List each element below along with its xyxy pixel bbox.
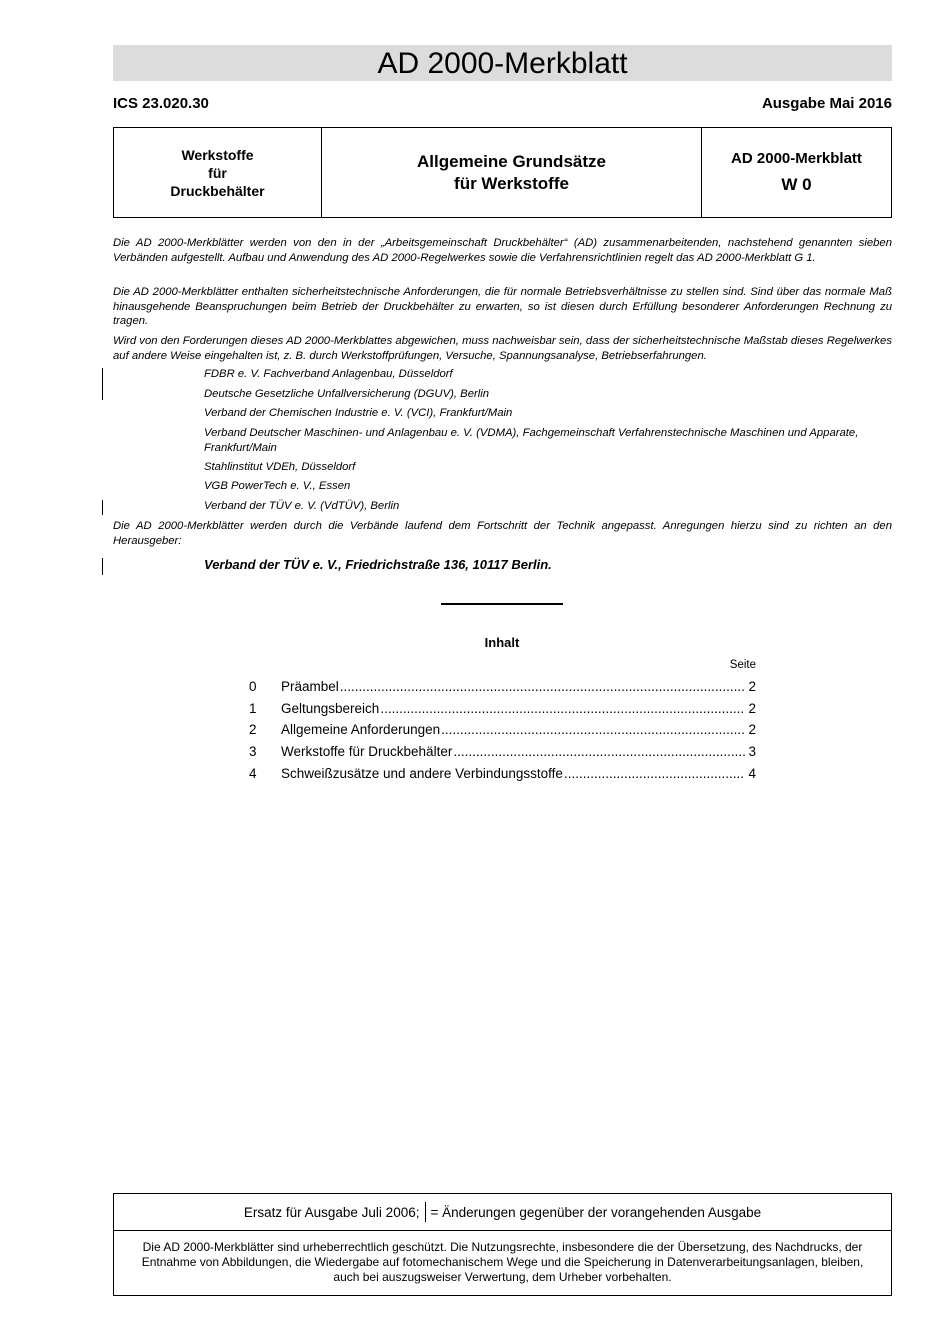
toc-entry[interactable] bbox=[249, 679, 756, 699]
replacement-note: Ersatz für Ausgabe Juli 2006; bbox=[243, 1204, 420, 1220]
ics-code: ICS 23.020.30 bbox=[113, 95, 209, 112]
edition-date: Ausgabe Mai 2016 bbox=[761, 95, 892, 112]
organization-item: Verband der Chemischen Industrie e. V. (VCI), Frankfurt/Main bbox=[204, 407, 513, 419]
topic-line: Allgemeine Grundsätze bbox=[417, 151, 606, 171]
change-marker-legend bbox=[425, 1202, 426, 1222]
organization-item: VGB PowerTech e. V., Essen bbox=[204, 480, 351, 492]
organization-item: Deutsche Gesetzliche Unfallversicherung (DGUV), Berlin bbox=[204, 388, 490, 400]
toc-entry-page: 2 bbox=[748, 722, 756, 737]
toc-leader-dots bbox=[453, 744, 745, 759]
organization-item: FDBR e. V. Fachverband Anlagenbau, Düsseldorf bbox=[204, 368, 453, 380]
organization-item: Stahlinstitut VDEh, Düsseldorf bbox=[204, 461, 356, 473]
toc-leader-dots bbox=[441, 722, 745, 737]
organization-item: Verband Deutscher Maschinen- und Anlagenbau e. V. (VDMA), Fachgemeinschaft Verfahrenstechnische Maschinen und Apparate, Frankfurt/Main bbox=[204, 427, 859, 454]
intro-paragraph: Die AD 2000-Merkblätter werden von den in der „Arbeitsgemeinschaft Druckbehälter“ (AD) zusammenarbeitenden, nachstehend genannten sieben Verbänden aufgestellt. Aufbau und Anwendung des AD 2000-Regelwerkes sowie die Verfahrensrichtlinien regelt das AD 2000-Merkblatt G 1. bbox=[113, 237, 892, 264]
toc-entry-number: 1 bbox=[249, 701, 257, 716]
toc-entry-title: Allgemeine Anforderungen bbox=[281, 722, 441, 737]
toc-entry-title: Schweißzusätze und andere Verbindungsstoffe bbox=[281, 766, 563, 781]
toc-heading: Inhalt bbox=[484, 635, 520, 650]
toc-entry-page: 4 bbox=[748, 766, 756, 781]
subject-line: Werkstoffe bbox=[181, 146, 254, 163]
toc-entry[interactable] bbox=[249, 722, 756, 742]
toc-entry-title: Präambel bbox=[281, 679, 339, 694]
header-table bbox=[113, 127, 892, 218]
topic-line: für Werkstoffe bbox=[454, 173, 569, 193]
toc-entry-title: Geltungsbereich bbox=[281, 701, 380, 716]
footer-box bbox=[113, 1193, 892, 1296]
sheet-id-cell bbox=[702, 128, 891, 217]
separator-rule bbox=[441, 603, 563, 605]
document-title: AD 2000-Merkblatt bbox=[113, 45, 892, 81]
sheet-number: W 0 bbox=[781, 175, 812, 194]
toc-entry-number: 4 bbox=[249, 766, 257, 781]
intro-paragraph: Wird von den Forderungen dieses AD 2000-Merkblattes abgewichen, muss nachweisbar sein, dass der sicherheitstechnische Maßstab dieses Regelwerkes auf andere Weise eingehalten ist, z. B. durch Werkstoffprüfungen, Versuche, Spannungsanalyse, Betriebserfahrungen. bbox=[113, 335, 892, 362]
change-marker bbox=[102, 558, 103, 575]
publisher-address: Verband der TÜV e. V., Friedrichstraße 136, 10117 Berlin. bbox=[204, 557, 552, 572]
toc-entry[interactable] bbox=[249, 744, 756, 764]
copyright-notice: Die AD 2000-Merkblätter sind urheberrechtlich geschützt. Die Nutzungsrechte, insbesondere die der Übersetzung, des Nachdrucks, der Entnahme von Abbildungen, die Wiedergabe auf fotomechanischem Wege und die Speicherung in Datenverarbeitungsanlagen, bleiben, auch bei auszugsweiser Verwertung, dem Urheber vorbehalten. bbox=[141, 1240, 864, 1284]
toc-entry-page: 3 bbox=[748, 744, 756, 759]
toc-leader-dots bbox=[564, 766, 745, 781]
change-marker bbox=[102, 368, 103, 400]
subject-cell bbox=[114, 128, 322, 217]
subject-line: Druckbehälter bbox=[170, 182, 265, 199]
changes-legend: = Änderungen gegenüber der vorangehenden Ausgabe bbox=[430, 1204, 762, 1220]
toc-entry-page: 2 bbox=[748, 679, 756, 694]
toc-entry-title: Werkstoffe für Druckbehälter bbox=[281, 744, 453, 759]
toc-leader-dots bbox=[340, 679, 745, 694]
toc-entry-number: 2 bbox=[249, 722, 257, 737]
toc-entry[interactable] bbox=[249, 766, 756, 786]
toc-entry[interactable] bbox=[249, 701, 756, 721]
intro-paragraph: Die AD 2000-Merkblätter enthalten sicherheitstechnische Anforderungen, die für normale Betriebsverhältnisse zu stellen sind. Sind über das normale Maß hinausgehende Beanspruchungen beim Betrieb der Druckbehälter zu erwarten, so ist diesen durch Erfüllung besonderer Anforderungen Rechnung zu tragen. bbox=[113, 286, 892, 327]
toc-entry-number: 3 bbox=[249, 744, 257, 759]
change-marker bbox=[102, 500, 103, 515]
subject-line: für bbox=[208, 164, 227, 181]
footer-replacement-row bbox=[114, 1194, 891, 1231]
topic-cell bbox=[322, 128, 702, 217]
closing-paragraph: Die AD 2000-Merkblätter werden durch die Verbände laufend dem Fortschritt der Technik angepasst. Anregungen hierzu sind zu richten an den Herausgeber: bbox=[113, 520, 892, 547]
organization-item: Verband der TÜV e. V. (VdTÜV), Berlin bbox=[204, 500, 400, 512]
toc-page-label: Seite bbox=[729, 659, 756, 671]
toc-entry-number: 0 bbox=[249, 679, 257, 694]
toc-entry-page: 2 bbox=[748, 701, 756, 716]
sheet-series: AD 2000-Merkblatt bbox=[731, 150, 862, 167]
toc-leader-dots bbox=[380, 701, 745, 716]
